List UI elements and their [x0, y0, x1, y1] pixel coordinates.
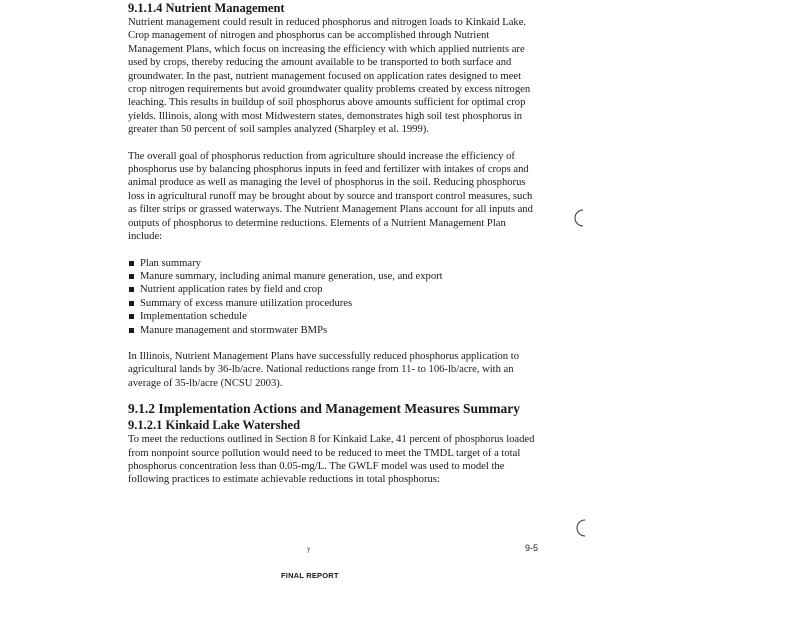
paragraph-kinkaid-reductions: To meet the reductions outlined in Section 8 for Kinkaid Lake, 41 percent of phosphorus loaded from nonpoint source pollution would need to be reduced to meet the TMDL target of a total phosphorus concentration less than 0.05-mg/L. The GWLF model was used to model the following practices to estimate achievable reductions in total phosphorus: — [128, 434, 535, 486]
section-heading-nutrient-management: 9.1.1.4 Nutrient Management — [128, 1, 285, 15]
paragraph-illinois-results: In Illinois, Nutrient Management Plans have successfully reduced phosphorus application to agricultural lands by 36-lb/acre. National reductions range from 11- to 106-lb/acre, with an average of 35-lb/acre (NCSU 2003). — [128, 350, 519, 389]
bullet-square-icon — [129, 314, 134, 319]
paragraph-nutrient-intro: Nutrient management could result in reduced phosphorus and nitrogen loads to Kinkaid Lake. Crop management of nitrogen and phosphorus can be accomplished through Nutrient Management Plans, which focus on increasing the efficiency with which applied nutrients are used by crops, thereby reducing the amount available to be transported to both surface and groundwater. In the past, nutrient management focused on application rates designed to meet crop nitrogen requirements but avoid groundwater quality problems created by excess nitrogen leaching. This results in buildup of soil phosphorus above amounts sufficient for optimal crop yields. Illinois, along with most Midwestern states, demonstrates high soil test phosphorus in greater than 50 percent of soil samples analyzed (Sharpley et al. 1999). — [128, 17, 531, 136]
bullet-square-icon — [129, 328, 134, 333]
section-heading-implementation-summary: 9.1.2 Implementation Actions and Management Measures Summary — [128, 401, 520, 417]
nutrient-plan-elements-list — [128, 257, 536, 337]
list-item: Manure summary, including animal manure generation, use, and export — [128, 270, 536, 283]
footer-label: FINAL REPORT — [281, 571, 339, 580]
paragraph-phosphorus-goal: The overall goal of phosphorus reduction from agriculture should increase the efficiency of phosphorus use by balancing phosphorus inputs in feed and fertilizer with intakes of crops and animal produce as well as managing the level of phosphorus in the soil. Reducing phosphorus loss in agricultural runoff may be brought about by source and transport control measures, such as filter strips or grassed waterways. The Nutrient Management Plans account for all inputs and outputs of phosphorus to determine reductions. Elements of a Nutrient Management Plan include: — [128, 150, 533, 243]
page-number: 9-5 — [525, 543, 539, 553]
page-content — [128, 0, 536, 487]
margin-tick: y — [307, 545, 311, 553]
list-item: Implementation schedule — [128, 310, 536, 323]
list-item: Plan summary — [128, 257, 536, 270]
bullet-square-icon — [129, 287, 134, 292]
subsection-heading-kinkaid-watershed: 9.1.2.1 Kinkaid Lake Watershed — [128, 418, 301, 433]
punch-hole-mark-icon — [574, 519, 588, 537]
bullet-square-icon — [129, 261, 134, 266]
list-item: Summary of excess manure utilization procedures — [128, 297, 536, 310]
punch-hole-mark-icon — [572, 209, 586, 227]
bullet-square-icon — [129, 274, 134, 279]
list-item: Manure management and stormwater BMPs — [128, 324, 536, 337]
list-item: Nutrient application rates by field and crop — [128, 283, 536, 296]
bullet-square-icon — [129, 301, 134, 306]
